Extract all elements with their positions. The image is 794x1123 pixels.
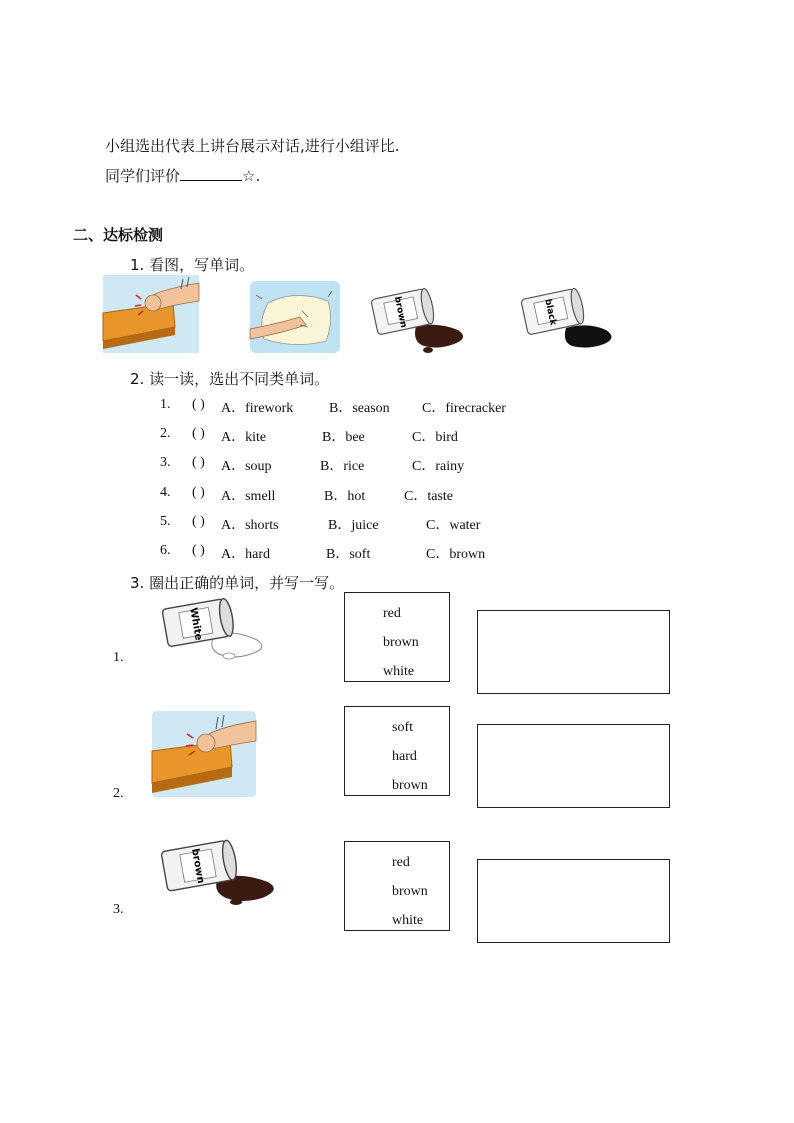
option-a[interactable]: A．soup: [221, 459, 272, 474]
option-c[interactable]: C．bird: [412, 430, 458, 445]
option-c[interactable]: C．brown: [426, 547, 486, 562]
brown-paint-can-picture-2: [156, 842, 282, 906]
q3-item-number: 1.: [113, 650, 124, 665]
option-b[interactable]: B．soft: [326, 547, 371, 562]
section-title: 二、达标检测: [73, 226, 164, 244]
soft-pillow-picture: [250, 281, 340, 353]
question-1-title: 1. 看图，写单词。: [130, 256, 255, 274]
option-a[interactable]: A．kite: [221, 430, 267, 445]
word-choice-box-3[interactable]: [344, 841, 450, 931]
option-b[interactable]: B．rice: [320, 459, 365, 474]
word-option[interactable]: soft: [392, 720, 413, 735]
option-b[interactable]: B．bee: [322, 430, 365, 445]
option-c[interactable]: C．firecracker: [422, 401, 506, 416]
q3-item-number: 3.: [113, 902, 124, 917]
question-number: 4.: [160, 485, 171, 500]
answer-blank[interactable]: ( ): [192, 514, 205, 529]
intro-line-2: [105, 165, 260, 186]
rating-blank[interactable]: [180, 166, 242, 181]
word-option[interactable]: white: [392, 913, 424, 928]
black-can-label: black: [542, 298, 558, 327]
option-a[interactable]: A．smell: [221, 489, 276, 504]
word-option[interactable]: red: [383, 606, 401, 621]
brown-can-label-2: brown: [189, 847, 206, 885]
option-b[interactable]: B．juice: [328, 518, 379, 533]
question-2-title: 2. 读一读，选出不同类单词。: [130, 370, 330, 388]
brown-can-label: brown: [391, 295, 409, 329]
word-option[interactable]: hard: [392, 749, 417, 764]
rating-star: ☆.: [242, 167, 261, 185]
question-number: 5.: [160, 514, 171, 529]
option-b[interactable]: B．season: [329, 401, 390, 416]
hard-table-picture-2: [152, 711, 256, 797]
word-option[interactable]: brown: [383, 635, 419, 650]
q3-item-number: 2.: [113, 786, 124, 801]
white-can-label: White: [187, 606, 204, 642]
option-b[interactable]: B．hot: [324, 489, 366, 504]
word-option[interactable]: brown: [392, 884, 428, 899]
intro-line-1: 小组选出代表上讲台展示对话,进行小组评比.: [105, 137, 400, 155]
question-number: 6.: [160, 543, 171, 558]
option-c[interactable]: C．rainy: [412, 459, 465, 474]
answer-blank[interactable]: ( ): [192, 426, 205, 441]
question-number: 2.: [160, 426, 171, 441]
answer-blank[interactable]: ( ): [192, 543, 205, 558]
option-c[interactable]: C．water: [426, 518, 481, 533]
rating-label: 同学们评价: [105, 167, 181, 185]
word-option[interactable]: red: [392, 855, 410, 870]
answer-blank[interactable]: ( ): [192, 397, 205, 412]
option-a[interactable]: A．shorts: [221, 518, 279, 533]
answer-blank[interactable]: ( ): [192, 485, 205, 500]
option-c[interactable]: C．taste: [404, 489, 453, 504]
hard-table-picture: [103, 275, 199, 353]
answer-box-1[interactable]: [477, 610, 670, 694]
word-option[interactable]: brown: [392, 778, 428, 793]
word-choice-box-1[interactable]: [344, 592, 450, 682]
option-a[interactable]: A．hard: [221, 547, 270, 562]
word-option[interactable]: white: [383, 664, 415, 679]
question-number: 1.: [160, 397, 171, 412]
white-paint-can-picture: [157, 600, 269, 660]
question-number: 3.: [160, 455, 171, 470]
answer-blank[interactable]: ( ): [192, 455, 205, 470]
word-choice-box-2[interactable]: [344, 706, 450, 796]
answer-box-3[interactable]: [477, 859, 670, 943]
option-a[interactable]: A．firework: [221, 401, 294, 416]
answer-box-2[interactable]: [477, 724, 670, 808]
black-paint-can-picture: [518, 288, 618, 354]
question-3-title: 3. 圈出正确的单词，并写一写。: [130, 574, 345, 592]
brown-paint-can-picture: [368, 288, 470, 354]
